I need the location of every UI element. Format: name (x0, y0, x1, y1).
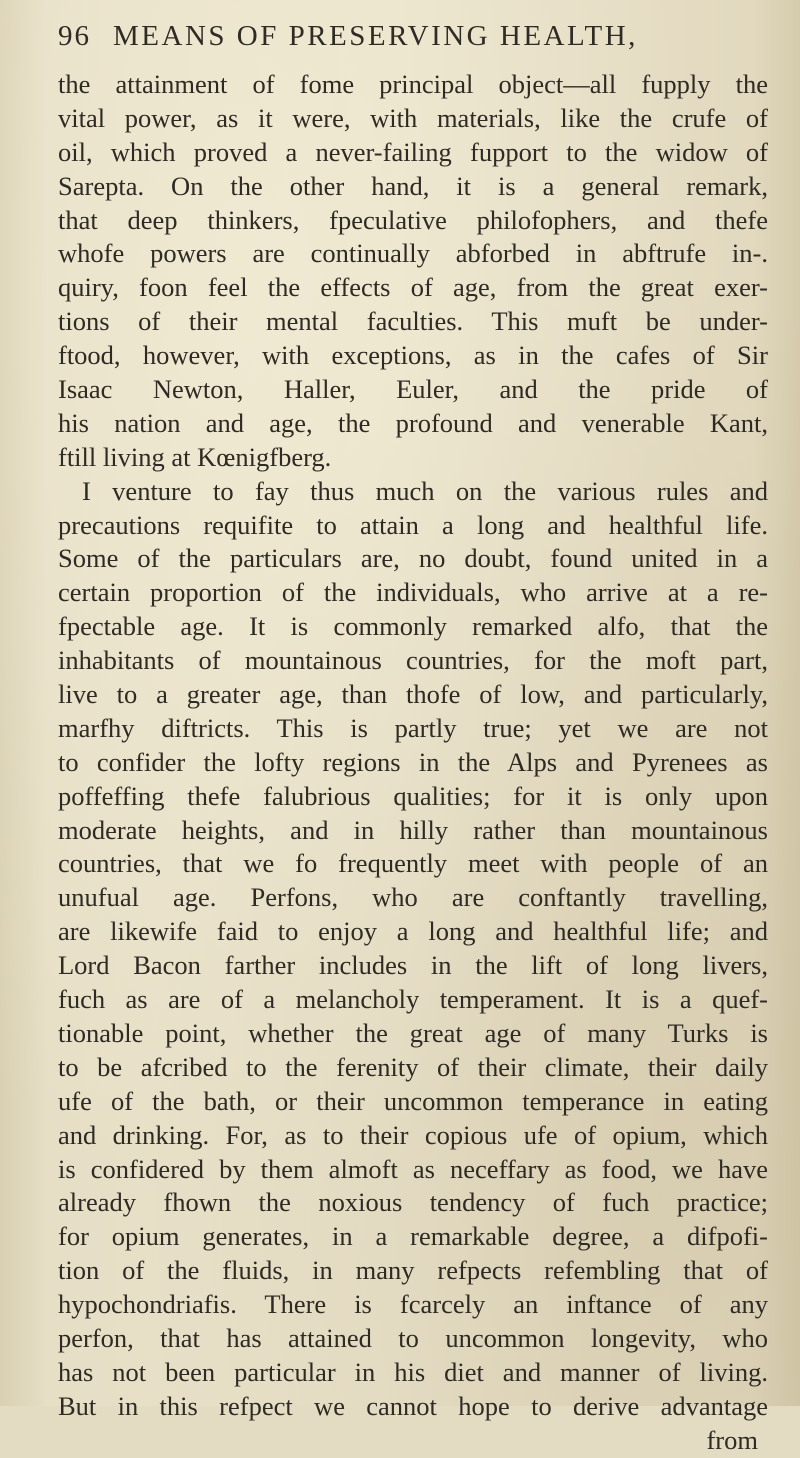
text-line: for opium generates, in a remarkable degree, a difpofi- (58, 1221, 768, 1252)
text-line: is confidered by them almoft as neceffary as food, we have (58, 1153, 768, 1184)
text-line: unufual age. Perfons, who are conftantly travelling, (58, 882, 768, 913)
text-line: Lord Bacon farther includes in the lift of long livers, (58, 950, 768, 981)
text-line: are likewife faid to enjoy a long and healthful life; and (58, 916, 768, 947)
text-line: whofe powers are continually abforbed in abftrufe in-. (58, 238, 768, 269)
text-line: tions of their mental faculties. This muft be under- (58, 306, 768, 337)
catchword: from (706, 1424, 758, 1455)
text-line: fuch as are of a melancholy temperament. It is a quef- (58, 984, 768, 1015)
page-header (58, 20, 760, 60)
paragraph-end-line: ftill living at Kœnigfberg. (58, 441, 332, 472)
paragraph-start-line: I venture to fay thus much on the various rules and (82, 475, 768, 506)
text-line: fpectable age. It is commonly remarked alfo, that the (58, 611, 768, 642)
text-line: Isaac Newton, Haller, Euler, and the pride of (58, 374, 768, 405)
text-line: and drinking. For, as to their copious ufe of opium, which (58, 1119, 768, 1150)
text-line: countries, that we fo frequently meet with people of an (58, 848, 768, 879)
text-line: to confider the lofty regions in the Alps and Pyrenees as (58, 746, 768, 777)
text-line: poffeffing thefe falubrious qualities; for it is only upon (58, 780, 768, 811)
page-number: 96 (58, 20, 91, 52)
text-line: inhabitants of mountainous countries, for the moft part, (58, 645, 768, 676)
text-line: vital power, as it were, with materials, like the crufe of (58, 102, 768, 133)
text-line: marfhy diftricts. This is partly true; yet we are not (58, 712, 768, 743)
text-line: already fhown the noxious tendency of fuch practice; (58, 1187, 768, 1218)
text-line: ufe of the bath, or their uncommon temperance in eating (58, 1085, 768, 1116)
text-line: But in this refpect we cannot hope to derive advantage (58, 1390, 768, 1421)
text-line: live to a greater age, than thofe of low, and particularly, (58, 679, 768, 710)
text-line: quiry, foon feel the effects of age, from the great exer- (58, 272, 768, 303)
text-line: perfon, that has attained to uncommon longevity, who (58, 1322, 768, 1353)
text-line: has not been particular in his diet and manner of living. (58, 1356, 768, 1387)
text-line: hypochondriafis. There is fcarcely an inftance of any (58, 1289, 768, 1320)
body-text (58, 68, 768, 1458)
text-line: precautions requifite to attain a long and healthful life. (58, 509, 768, 540)
text-line: tionable point, whether the great age of many Turks is (58, 1017, 768, 1048)
text-line: tion of the fluids, in many refpects refembling that of (58, 1255, 768, 1286)
text-line: oil, which proved a never-failing fupport to the widow of (58, 136, 768, 167)
text-line: Some of the particulars are, no doubt, found united in a (58, 543, 768, 574)
text-line: that deep thinkers, fpeculative philofophers, and thefe (58, 204, 768, 235)
running-title: MEANS OF PRESERVING HEALTH, (113, 20, 638, 52)
text-line: ftood, however, with exceptions, as in the cafes of Sir (58, 340, 768, 371)
text-line: Sarepta. On the other hand, it is a general remark, (58, 170, 768, 201)
text-line: his nation and age, the profound and venerable Kant, (58, 407, 768, 438)
text-line: certain proportion of the individuals, who arrive at a re- (58, 577, 768, 608)
text-line: moderate heights, and in hilly rather than mountainous (58, 814, 768, 845)
text-line: to be afcribed to the ferenity of their climate, their daily (58, 1051, 768, 1082)
text-line: the attainment of fome principal object—all fupply the (58, 69, 768, 99)
